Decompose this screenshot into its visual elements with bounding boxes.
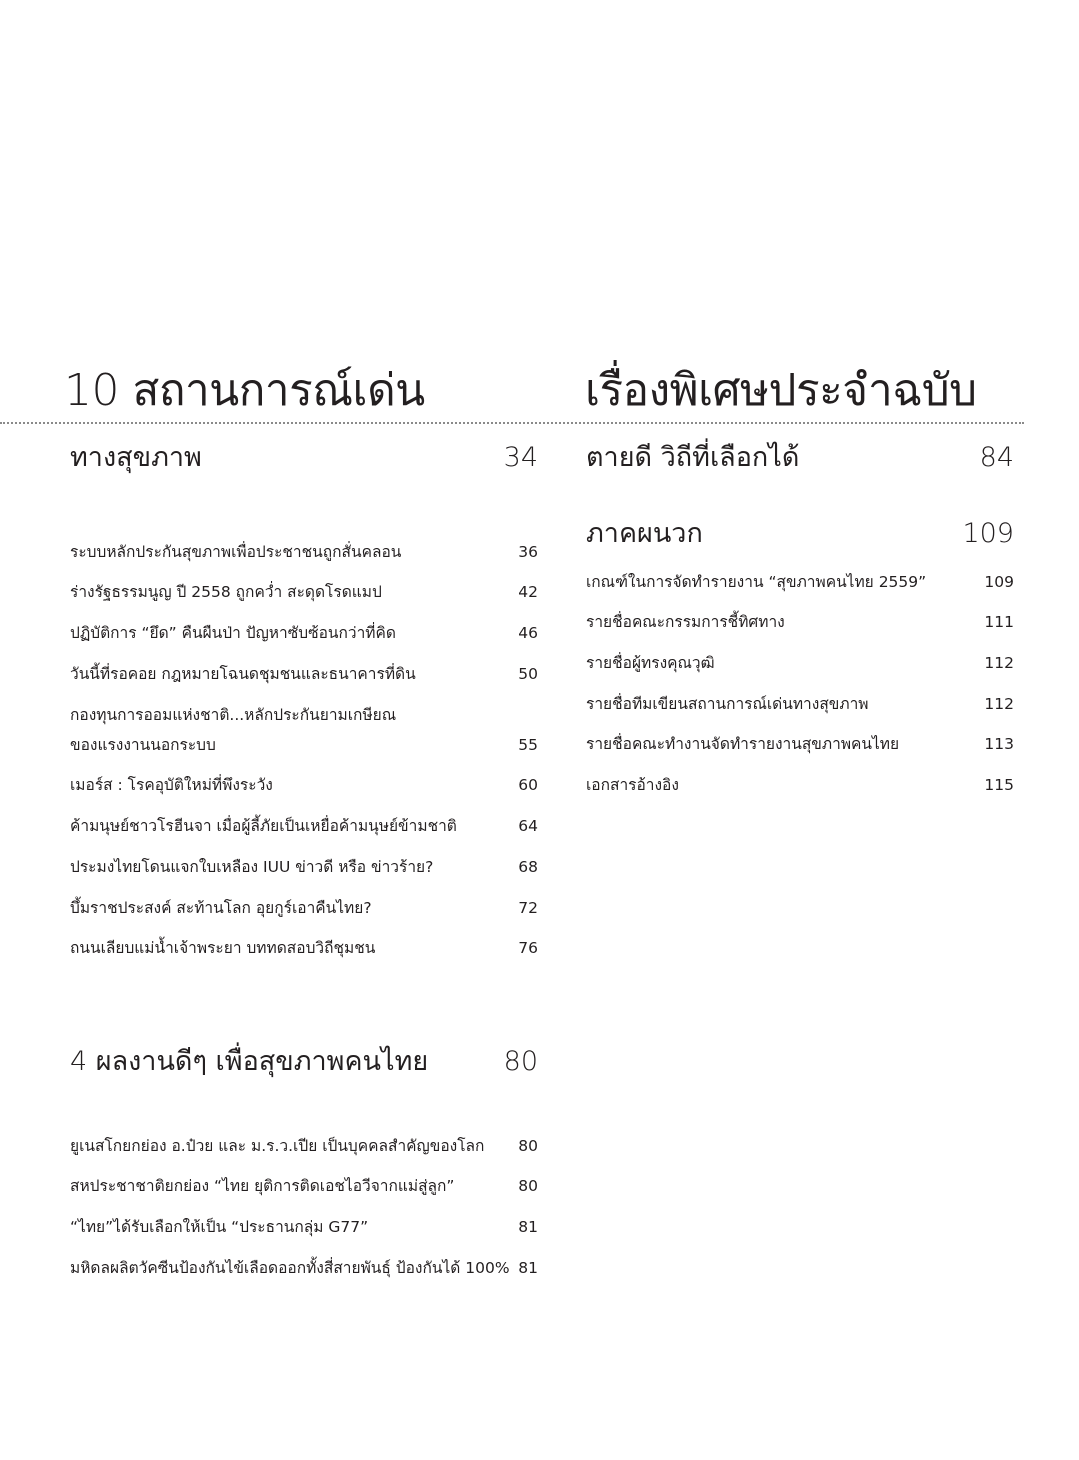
toc-page: 68 xyxy=(518,857,538,876)
toc-row[interactable] xyxy=(70,755,538,796)
toc-title: ค้ามนุษย์ชาวโรฮีนจา เมื่อผู้ลี้ภัยเป็นเหยื่อค้ามนุษย์ข้ามชาติ xyxy=(70,817,457,836)
toc-row[interactable] xyxy=(70,795,538,836)
toc-page: 64 xyxy=(518,817,538,836)
toc-row[interactable] xyxy=(70,1237,538,1278)
toc-row[interactable] xyxy=(70,562,538,603)
toc-page: 72 xyxy=(518,898,538,917)
good-works-toc-list xyxy=(70,1115,538,1278)
good-works-title: 4 ผลงานดีๆ เพื่อสุขภาพคนไทย xyxy=(70,1046,429,1077)
toc-page: 81 xyxy=(518,1218,538,1237)
toc-title: ร่างรัฐธรรมนูญ ปี 2558 ถูกคว่ำ สะดุดโรดแมป xyxy=(70,583,382,602)
toc-title: เมอร์ส : โรคอุบัติใหม่ที่พึงระวัง xyxy=(70,776,273,795)
toc-page: 50 xyxy=(518,664,538,683)
health-section-header[interactable] xyxy=(70,441,538,475)
toc-page: 76 xyxy=(518,939,538,958)
toc-title: ระบบหลักประกันสุขภาพเพื่อประชาชนถูกสั่นคลอน xyxy=(70,542,402,561)
toc-page: 55 xyxy=(518,735,538,754)
toc-title: รายชื่อผู้ทรงคุณวุฒิ xyxy=(586,654,715,673)
toc-page: 46 xyxy=(518,624,538,643)
toc-row[interactable] xyxy=(70,877,538,918)
good-works-header[interactable] xyxy=(70,1045,538,1079)
toc-title: มหิดลผลิตวัคซีนป้องกันไข้เลือดออกทั้งสี่สายพันธุ์ ป้องกันได้ 100% xyxy=(70,1258,510,1277)
toc-page: 80 xyxy=(518,1177,538,1196)
toc-page: 81 xyxy=(518,1258,538,1277)
toc-title: “ไทย”ได้รับเลือกให้เป็น “ประธานกลุ่ม G77” xyxy=(70,1218,369,1237)
toc-row[interactable] xyxy=(70,1196,538,1237)
toc-title-line1: กองทุนการออมแห่งชาติ...หลักประกันยามเกษียณ xyxy=(70,705,397,724)
good-works-section xyxy=(70,1045,538,1278)
toc-page: 42 xyxy=(518,583,538,602)
toc-row[interactable] xyxy=(586,551,1014,592)
toc-row[interactable] xyxy=(586,592,1014,633)
appendix-page: 109 xyxy=(962,518,1014,549)
toc-title: รายชื่อคณะกรรมการชี้ทิศทาง xyxy=(586,613,785,632)
toc-row[interactable] xyxy=(70,1115,538,1156)
toc-row[interactable] xyxy=(586,714,1014,755)
toc-page: 109 xyxy=(984,572,1014,591)
toc-row[interactable] xyxy=(70,684,538,755)
special-section-title: ตายดี วิถีที่เลือกได้ xyxy=(586,442,800,473)
toc-page: 80 xyxy=(518,1136,538,1155)
toc-row[interactable] xyxy=(586,632,1014,673)
toc-row[interactable] xyxy=(70,602,538,643)
toc-title: ถนนเลียบแม่น้ำเจ้าพระยา บททดสอบวิถีชุมชน xyxy=(70,939,376,958)
toc-title-line2: ของแรงงานนอกระบบ xyxy=(70,735,216,754)
toc-row[interactable] xyxy=(70,918,538,959)
toc-title: สหประชาชาติยกย่อง “ไทย ยุติการติดเอชไอวีจากแม่สู่ลูก” xyxy=(70,1177,455,1196)
good-works-page: 80 xyxy=(503,1046,538,1077)
left-heading: 10 สถานการณ์เด่น xyxy=(64,365,425,416)
toc-row[interactable] xyxy=(70,643,538,684)
special-section-header[interactable] xyxy=(586,441,1014,475)
appendix-header[interactable] xyxy=(586,517,1014,551)
health-toc-list xyxy=(70,521,538,958)
toc-title: เกณฑ์ในการจัดทำรายงาน “สุขภาพคนไทย 2559” xyxy=(586,572,927,591)
toc-title: เอกสารอ้างอิง xyxy=(586,776,679,795)
special-section-page: 84 xyxy=(979,442,1014,473)
toc-page: 60 xyxy=(518,776,538,795)
right-heading: เรื่องพิเศษประจำฉบับ xyxy=(585,365,977,416)
toc-page: 113 xyxy=(984,735,1014,754)
toc-page: 112 xyxy=(984,694,1014,713)
toc-title: ปฏิบัติการ “ยึด” คืนผืนป่า ปัญหาซับซ้อนกว่าที่คิด xyxy=(70,624,396,643)
toc-title xyxy=(70,705,396,755)
health-section xyxy=(70,441,538,958)
toc-page: 36 xyxy=(518,542,538,561)
toc-row[interactable] xyxy=(586,673,1014,714)
toc-row[interactable] xyxy=(70,1156,538,1197)
toc-title: รายชื่อคณะทำงานจัดทำรายงานสุขภาพคนไทย xyxy=(586,735,900,754)
toc-page: 111 xyxy=(984,613,1014,632)
health-section-title: ทางสุขภาพ xyxy=(70,442,202,473)
toc-row[interactable] xyxy=(70,836,538,877)
appendix-title: ภาคผนวก xyxy=(586,518,703,549)
toc-page: 115 xyxy=(984,776,1014,795)
appendix-toc-list xyxy=(586,551,1014,795)
right-column xyxy=(586,441,1014,795)
toc-title: รายชื่อทีมเขียนสถานการณ์เด่นทางสุขภาพ xyxy=(586,694,869,713)
dotted-divider xyxy=(0,422,1024,424)
toc-title: บึ้มราชประสงค์ สะท้านโลก อุยกูร์เอาคืนไทย? xyxy=(70,898,372,917)
toc-row[interactable] xyxy=(586,754,1014,795)
toc-row[interactable] xyxy=(70,521,538,562)
toc-title: วันนี้ที่รอคอย กฎหมายโฉนดชุมชนและธนาคารที่ดิน xyxy=(70,664,416,683)
toc-page: 112 xyxy=(984,654,1014,673)
toc-title: ยูเนสโกยกย่อง อ.ป๋วย และ ม.ร.ว.เปีย เป็นบุคคลสำคัญของโลก xyxy=(70,1136,485,1155)
health-section-page: 34 xyxy=(503,442,538,473)
toc-title: ประมงไทยโดนแจกใบเหลือง IUU ข่าวดี หรือ ข่าวร้าย? xyxy=(70,857,434,876)
